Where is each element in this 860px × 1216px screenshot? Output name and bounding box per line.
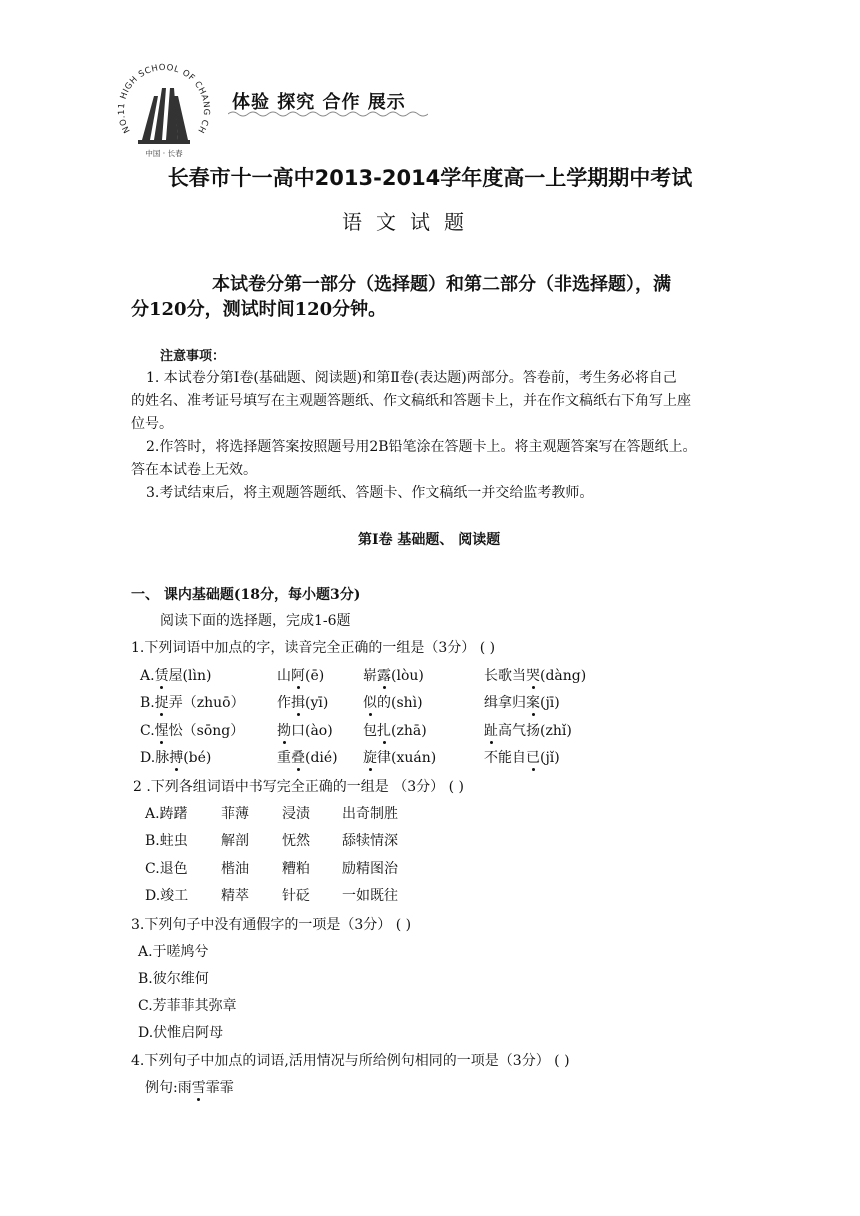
q2-option-word: C.退色 (145, 861, 188, 877)
q1-option-item: C.惺忪（sōng） (140, 720, 244, 740)
dotted-char: 雪 (192, 1077, 206, 1097)
exam-subtitle: 语文试题 (342, 210, 478, 234)
section1-heading: 一、 课内基础题(18分，每小题3分) (131, 587, 361, 603)
note-line: 的姓名、准考证号填写在主观题答题纸、作文稿纸和答题卡上，并在作文稿纸右下角写上座 (131, 393, 691, 409)
q3-option-a: A.于嗟鸠兮 (138, 944, 209, 960)
q1-option-item: 缉拿归案(jī) (484, 692, 560, 712)
option-label: C. (140, 723, 155, 739)
option-label: D. (140, 750, 156, 766)
dotted-char: 趾 (484, 720, 498, 740)
q4-stem: 4.下列句子中加点的词语,活用情况与所给例句相同的一项是（3分） ( ) (131, 1053, 570, 1069)
dotted-char: 扎 (377, 720, 391, 740)
intro-line-1: 本试卷分第一部分（选择题）和第二部分（非选择题），满 (212, 274, 671, 295)
q1-option-item: 趾高气扬(zhǐ) (484, 720, 572, 740)
q2-option-word: 菲薄 (221, 806, 249, 822)
logo-ring-text: NO.11 HIGH SCHOOL OF CHANG CH (116, 62, 212, 135)
q1-option-item: 包扎(zhā) (363, 720, 427, 740)
option-label: B. (140, 695, 155, 711)
dotted-char: 揖 (291, 692, 305, 712)
dotted-char: 旋 (363, 747, 377, 767)
q4-example: 例句:雨雪霏霏 (145, 1077, 234, 1097)
dotted-char: 已 (526, 747, 540, 767)
q2-option-word: 解剖 (221, 833, 249, 849)
school-logo (108, 58, 216, 162)
q1-option-item: 旋律(xuán) (363, 747, 436, 767)
q1-option-item: 崭露(lòu) (363, 665, 424, 685)
logo-bottom-text: 中国 · 长春 (145, 149, 183, 158)
q1-option-item: 不能自已(jǐ) (484, 747, 560, 767)
school-motto: 体验 探究 合作 展示 (232, 92, 406, 113)
q2-option-word: 一如既往 (342, 888, 398, 904)
dotted-char: 赁 (155, 665, 169, 685)
note-line: 1. 本试卷分第Ⅰ卷(基础题、阅读题)和第Ⅱ卷(表达题)两部分。答卷前，考生务必将自己 (146, 370, 677, 386)
intro-line-2: 分120分，测试时间120分钟。 (131, 299, 387, 320)
dotted-char: 哭 (526, 665, 540, 685)
q4-example-label: 例句: (145, 1080, 178, 1096)
dotted-char: 叠 (291, 747, 305, 767)
q2-option-word: 舔犊情深 (342, 833, 398, 849)
q2-option-word: D.竣工 (145, 888, 189, 904)
dotted-char: 案 (526, 692, 540, 712)
dotted-char: 搏 (169, 747, 183, 767)
motto-wavy-underline (228, 110, 428, 118)
q1-option-item: 作揖(yī) (277, 692, 328, 712)
notes-heading: 注意事项： (160, 349, 226, 364)
q2-option-word: 励精图治 (342, 861, 398, 877)
q1-option-item: 拗口(ào) (277, 720, 333, 740)
q2-option-word: A.踌躇 (145, 806, 188, 822)
q1-option-item: A.赁屋(lìn) (140, 665, 211, 685)
q1-option-item: 山阿(ē) (277, 665, 324, 685)
q1-option-item: 重叠(dié) (277, 747, 338, 767)
dotted-char: 阿 (291, 665, 305, 685)
q3-stem: 3.下列句子中没有通假字的一项是（3分） ( ) (131, 917, 412, 933)
q2-option-word: 出奇制胜 (342, 806, 398, 822)
part1-title: 第Ⅰ卷 基础题、 阅读题 (358, 532, 501, 548)
q1-option-item: 似的(shì) (363, 692, 423, 712)
q2-option-word: 楷油 (221, 861, 249, 877)
q2-option-word: 精萃 (221, 888, 249, 904)
q1-stem: 1.下列词语中加点的字，读音完全正确的一组是（3分） ( ) (131, 640, 496, 656)
q2-option-word: 糟粕 (282, 861, 310, 877)
option-label: A. (140, 668, 155, 684)
dotted-char: 露 (377, 665, 391, 685)
note-line: 2.作答时，将选择题答案按照题号用2B铅笔涂在答题卡上。将主观题答案写在答题纸上。 (146, 439, 697, 455)
dotted-char: 惺 (155, 720, 169, 740)
exam-title: 长春市十一高中2013-2014学年度高一上学期期中考试 (167, 166, 693, 190)
q3-option-b: B.彼尔维何 (138, 971, 209, 987)
q3-option-d: D.伏惟启阿母 (138, 1025, 224, 1041)
dotted-char: 捉 (155, 692, 169, 712)
q2-option-word: B.蛀虫 (145, 833, 188, 849)
section1-instruction: 阅读下面的选择题，完成1-6题 (160, 613, 351, 629)
note-line: 3.考试结束后，将主观题答题纸、答题卡、作文稿纸一并交给监考教师。 (146, 485, 594, 501)
q3-option-c: C.芳菲菲其弥章 (138, 998, 237, 1014)
dotted-char: 拗 (277, 720, 291, 740)
q2-option-word: 怃然 (282, 833, 310, 849)
q2-option-word: 浸渍 (282, 806, 310, 822)
q2-stem: 2 .下列各组词语中书写完全正确的一组是 （3分） ( ) (133, 779, 464, 795)
note-line: 位号。 (131, 416, 173, 432)
dotted-char: 似 (363, 692, 377, 712)
q1-option-item: D.脉搏(bé) (140, 747, 211, 767)
q1-option-item: B.捉弄（zhuō） (140, 692, 245, 712)
q1-option-item: 长歌当哭(dàng) (484, 665, 586, 685)
q2-option-word: 针砭 (282, 888, 310, 904)
note-line: 答在本试卷上无效。 (131, 462, 257, 478)
